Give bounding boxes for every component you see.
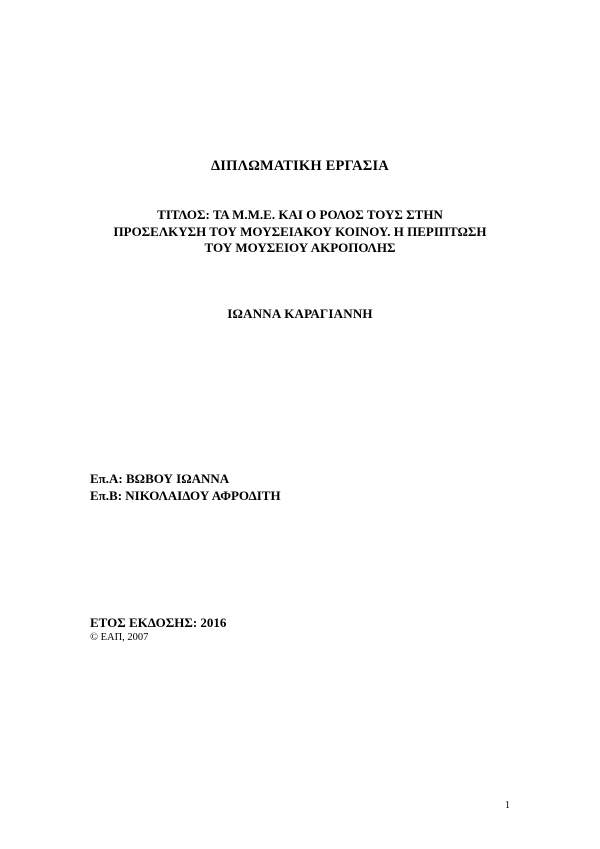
copyright-notice: © ΕΑΠ, 2007 [90, 632, 149, 643]
publication-year: ΕΤΟΣ ΕΚΔΟΣΗΣ: 2016 [90, 615, 227, 630]
supervisors-block [90, 470, 281, 504]
page-number: 1 [505, 800, 510, 811]
thesis-title [80, 207, 520, 257]
author-name: ΙΩΑΝΝΑ ΚΑΡΑΓΙΑΝΝΗ [227, 306, 373, 321]
document-heading: ΔΙΠΛΩΜΑΤΙΚΗ ΕΡΓΑΣΙΑ [211, 158, 389, 174]
supervisor-b: Επ.Β: ΝΙΚΟΛΑΙΔΟΥ ΑΦΡΟΔΙΤΗ [90, 488, 281, 503]
thesis-title-line: ΤΙΤΛΟΣ: ΤΑ Μ.Μ.Ε. ΚΑΙ Ο ΡΟΛΟΣ ΤΟΥΣ ΣΤΗΝ [157, 207, 443, 222]
thesis-title-line: ΤΟΥ ΜΟΥΣΕΙΟΥ ΑΚΡΟΠΟΛΗΣ [204, 240, 396, 255]
thesis-title-line: ΠΡΟΣΕΛΚΥΣΗ ΤΟΥ ΜΟΥΣΕΙΑΚΟΥ ΚΟΙΝΟΥ. Η ΠΕΡΙΠΤΩΣΗ [113, 223, 487, 239]
supervisor-a: Επ.Α: ΒΩΒΟΥ ΙΩΑΝΝΑ [90, 471, 230, 486]
